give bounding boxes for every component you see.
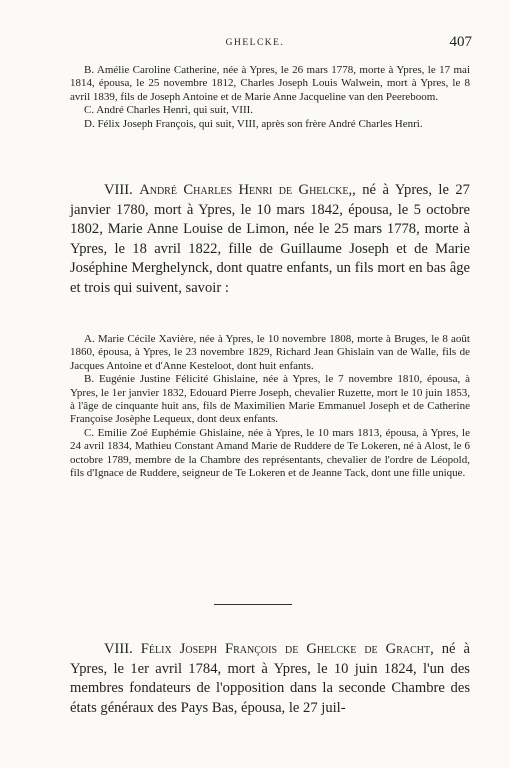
section-viii-felix	[70, 640, 470, 718]
child-b-eugenie: B. Eugénie Justine Félicité Ghislaine, née à Ypres, le 7 novembre 1810, épousa, à Ypres, le 1er janvier 1832, Edouard Pierre Joseph, chevalier Ruzette, mort le 10 juin 1853, à l'âge de cinquante huit ans, fils de Maximilien Marie Emmanuel Joseph et de Catherine Françoise Josèphe Lequeux, dont deux enfants.	[70, 373, 470, 426]
top-entries	[70, 64, 470, 131]
section-viii-andre	[70, 181, 470, 299]
page-number: 407	[449, 34, 472, 50]
running-head: GHELCKE.	[225, 38, 285, 48]
section-numeral: VIII.	[104, 182, 140, 198]
children-list	[70, 333, 470, 480]
child-c-emilie: C. Emilie Zoé Euphémie Ghislaine, née à Ypres, le 10 mars 1813, épousa, à Ypres, le 24 avril 1834, Mathieu Constant Amand Marie de Ruddere de Te Lokeren, né à Alost, le 6 octobre 1789, membre de la Chambre des représentants, chevalier de l'ordre de Léopold, fils d'Ignace de Ruddere, seigneur de Te Lokeren et de Jeanne Tack, dont une fille unique.	[70, 426, 470, 480]
section-text: , né à Ypres, le 1er avril 1784, mort à Ypres, le 10 juin 1824, l'un des membres fondateurs de l'opposition dans la seconde Chambre des états généraux des Pays Bas, épousa, le 27 juil-	[70, 641, 471, 716]
section-divider	[214, 604, 292, 605]
section-name: André Charles Henri de Ghelcke	[139, 182, 349, 198]
entry-c-andre: C. André Charles Henri, qui suit, VIII.	[84, 104, 254, 117]
section-name: Félix Joseph François de Ghelcke de Gracht	[140, 641, 431, 657]
section-viii-felix-paragraph	[70, 640, 470, 718]
entry-d-felix: D. Félix Joseph François, qui suit, VIII, après son frère André Charles Henri.	[84, 117, 423, 130]
section-numeral: VIII.	[104, 641, 141, 657]
page-header	[0, 34, 510, 54]
child-a-marie: A. Marie Cécile Xavière, née à Ypres, le 10 novembre 1808, morte à Bruges, le 8 août 1860, épousa, à Ypres, le 23 novembre 1829, Richard Jean Ghislain van de Walle, fils de Jacques Antoine et d'Anne Kesteloot, dont huit enfants.	[70, 333, 470, 372]
section-text: ,, né à Ypres, le 27 janvier 1780, mort à Ypres, le 10 mars 1842, épousa, le 5 octobre 1802, Marie Anne Louise de Limon, née le 25 mars 1778, morte à Ypres, le 18 avril 1822, fille de Guillaume Joseph et de Marie Joséphine Merghelynck, dont quatre enfants, un fils mort en bas âge et trois qui suivent, savoir :	[70, 182, 470, 296]
entry-b-amelie: B. Amélie Caroline Catherine, née à Ypres, le 26 mars 1778, morte à Ypres, le 17 mai 1814, épousa, le 25 novembre 1812, Charles Joseph Louis Walwein, mort à Ypres, le 8 avril 1839, fils de Joseph Antoine et de Marie Anne Jacqueline van den Peereboom.	[70, 64, 470, 103]
section-viii-andre-paragraph	[70, 181, 470, 299]
